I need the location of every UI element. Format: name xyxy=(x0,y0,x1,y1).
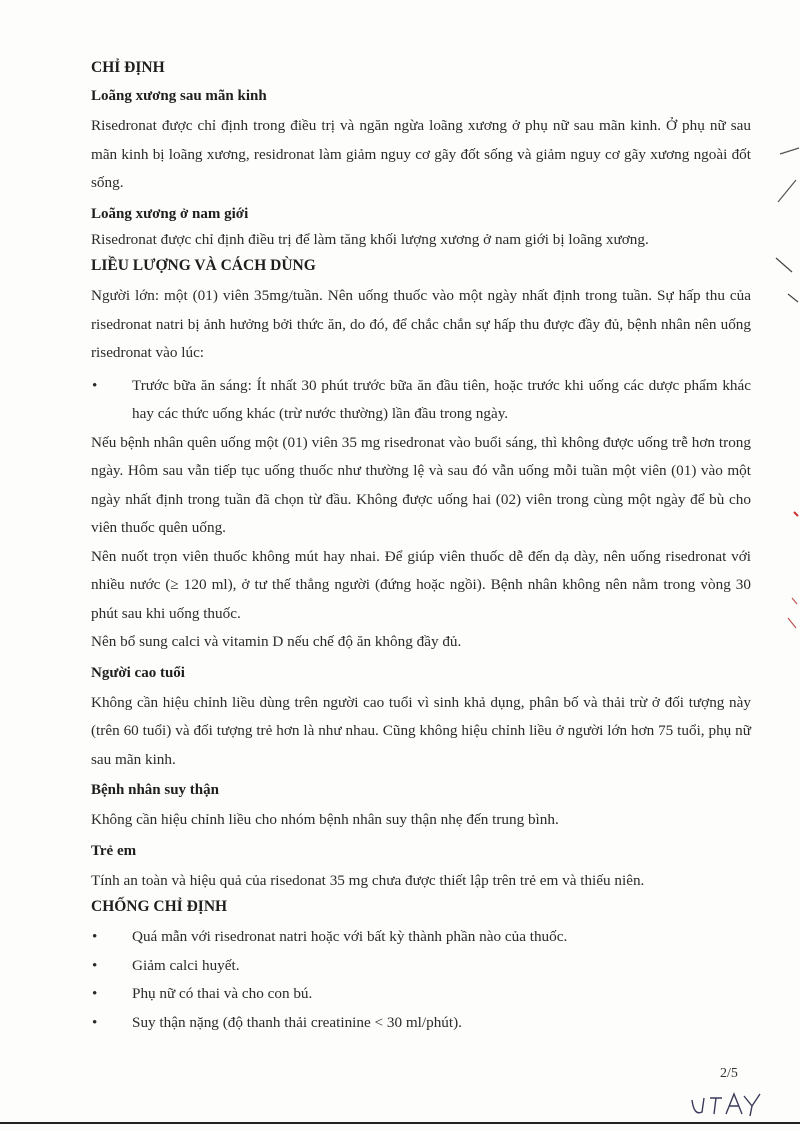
bullet-text: Trước bữa ăn sáng: Ít nhất 30 phút trước bữa ăn đầu tiên, hoặc trước khi uống các dược phẩm khác hay các thức uống khác (trừ nước thường) lần đầu trong ngày. xyxy=(132,376,751,422)
paragraph-calcium-vitamin-d: Nên bổ sung calci và vitamin D nếu chế độ ăn không đầy đủ. xyxy=(91,633,462,650)
paragraph-swallow-instructions: Nên nuốt trọn viên thuốc không mút hay nhai. Để giúp viên thuốc dễ đến dạ dày, nên uống risedronat với nhiều nước (≥ 120 ml), ở tư thế thẳng người (đứng hoặc ngồi). Bệnh nhân không nên nằm trong vòng 30 phút sau khi uống thuốc. xyxy=(91,547,751,622)
bullet-before-breakfast xyxy=(91,372,751,429)
page-number: 2/5 xyxy=(720,1066,738,1081)
paragraph-children: Tính an toàn và hiệu quả của risedonat 35 mg chưa được thiết lập trên trẻ em và thiếu niên. xyxy=(91,871,645,889)
contraindication-text: Giảm calci huyết. xyxy=(132,956,240,974)
heading-chong-chi-dinh: CHỐNG CHỈ ĐỊNH xyxy=(91,898,228,915)
bottom-rule xyxy=(0,1122,800,1124)
list-item xyxy=(91,952,751,981)
heading-lieu-luong: LIỀU LƯỢNG VÀ CÁCH DÙNG xyxy=(91,257,316,274)
bullet-marker: • xyxy=(92,1013,98,1031)
contraindication-text: Phụ nữ có thai và cho con bú. xyxy=(132,985,313,1002)
list-item xyxy=(91,923,751,952)
signature-initials xyxy=(688,1090,768,1120)
bullet-marker: • xyxy=(92,956,98,974)
heading-chi-dinh: CHỈ ĐỊNH xyxy=(91,59,165,76)
list-item xyxy=(91,1009,751,1038)
list-item xyxy=(91,980,751,1009)
bullet-marker: • xyxy=(92,928,98,945)
heading-loang-xuong-sau-man-kinh: Loãng xương sau mãn kinh xyxy=(91,88,267,104)
heading-nguoi-cao-tuoi: Người cao tuổi xyxy=(91,664,185,681)
paragraph-missed-dose: Nếu bệnh nhân quên uống một (01) viên 35 mg risedronat vào buổi sáng, thì không được uống trễ hơn trong ngày. Hôm sau vẫn tiếp tục uống thuốc như thường lệ và sau đó vẫn uống mỗi tuần một viên (01) vào một ngày nhất định trong tuần đã chọn từ đầu. Không được uống hai (02) viên trong cùng một ngày để bù cho viên thuốc quên uống. xyxy=(91,433,751,536)
document-content xyxy=(91,56,751,1037)
paragraph-indication-men: Risedronat được chỉ định điều trị để làm tăng khối lượng xương ở nam giới bị loãng xương. xyxy=(91,230,649,248)
paragraph-dosage-adult: Người lớn: một (01) viên 35mg/tuần. Nên uống thuốc vào một ngày nhất định trong tuần. Sự hấp thu của risedronat natri bị ảnh hưởng bởi thức ăn, do đó, để chắc chắn sự hấp thu được đầy đủ, bệnh nhân nên uống risedronat vào lúc: xyxy=(91,287,751,361)
scan-stamp-marks xyxy=(770,140,800,660)
paragraph-elderly: Không cần hiệu chỉnh liều dùng trên người cao tuổi vì sinh khả dụng, phân bố và thải trừ ở đối tượng này (trên 60 tuổi) và đối tượng trẻ hơn là như nhau. Cũng không hiệu chỉnh liều ở người lớn hơn 75 tuổi, phụ nữ sau mãn kinh. xyxy=(91,693,751,768)
bullet-marker: • xyxy=(92,985,98,1002)
heading-suy-than: Bệnh nhân suy thận xyxy=(91,782,219,798)
contraindication-text: Suy thận nặng (độ thanh thải creatinine < 30 ml/phút). xyxy=(132,1013,462,1031)
contraindication-text: Quá mẫn với risedronat natri hoặc với bất kỳ thành phần nào của thuốc. xyxy=(132,928,568,945)
paragraph-indication-women: Risedronat được chỉ định trong điều trị và ngăn ngừa loãng xương ở phụ nữ sau mãn kinh. Ở phụ nữ sau mãn kinh bị loãng xương, residronat làm giảm nguy cơ gãy đốt sống và giảm nguy cơ gãy xương ngoài đốt sống. xyxy=(91,117,751,191)
paragraph-renal: Không cần hiệu chỉnh liều cho nhóm bệnh nhân suy thận nhẹ đến trung bình. xyxy=(91,811,559,828)
heading-loang-xuong-nam-gioi: Loãng xương ở nam giới xyxy=(91,205,249,222)
heading-tre-em: Trẻ em xyxy=(91,842,137,859)
bullet-marker: • xyxy=(92,376,98,394)
